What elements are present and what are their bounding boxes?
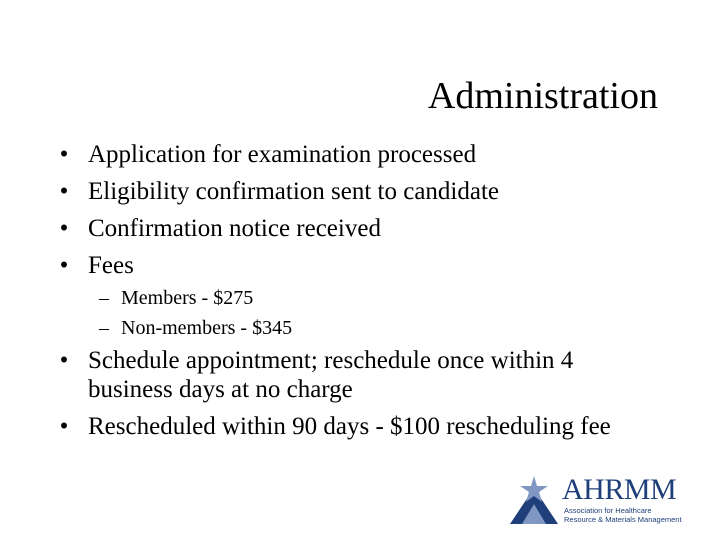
bullet-item — [54, 210, 654, 247]
bullet-item — [54, 247, 654, 284]
bullet-text: Application for examination processed — [88, 141, 477, 168]
logo-tagline — [564, 506, 694, 524]
sub-marker: – — [99, 317, 109, 339]
bullet-text: Fees — [88, 252, 134, 279]
bullet-text: Eligibility confirmation sent to candidate — [88, 178, 500, 205]
bullet-marker: • — [59, 347, 69, 374]
fee-text: Non-members - $345 — [121, 317, 293, 339]
fee-item — [99, 283, 292, 313]
fee-text: Members - $275 — [121, 287, 254, 309]
slide-title: Administration — [427, 75, 658, 117]
bullet-marker: • — [59, 178, 69, 205]
bullet-text: Schedule appointment; reschedule once within 4 business days at no charge — [88, 347, 574, 403]
bullet-list-continued — [54, 346, 654, 449]
bullet-marker: • — [59, 141, 69, 168]
bullet-item — [54, 136, 654, 173]
bullet-item — [54, 346, 654, 404]
bullet-text: Rescheduled within 90 days - $100 rescheduling fee — [88, 413, 611, 440]
bullet-marker: • — [59, 252, 69, 279]
fee-sublist — [99, 283, 292, 343]
logo-tagline-line: Resource & Materials Management — [564, 515, 682, 524]
bullet-marker: • — [59, 215, 69, 242]
bullet-item — [54, 412, 654, 441]
logo-name: AHRMM — [562, 473, 677, 506]
fee-item — [99, 313, 292, 343]
sub-marker: – — [99, 287, 109, 309]
mountain-star-logo-icon — [508, 474, 560, 526]
bullet-item — [54, 173, 654, 210]
logo-tagline-line: Association for Healthcare — [564, 506, 652, 515]
bullet-list — [54, 136, 654, 284]
ahrmm-logo — [508, 474, 690, 528]
bullet-text: Confirmation notice received — [88, 215, 381, 242]
bullet-marker: • — [59, 413, 69, 440]
